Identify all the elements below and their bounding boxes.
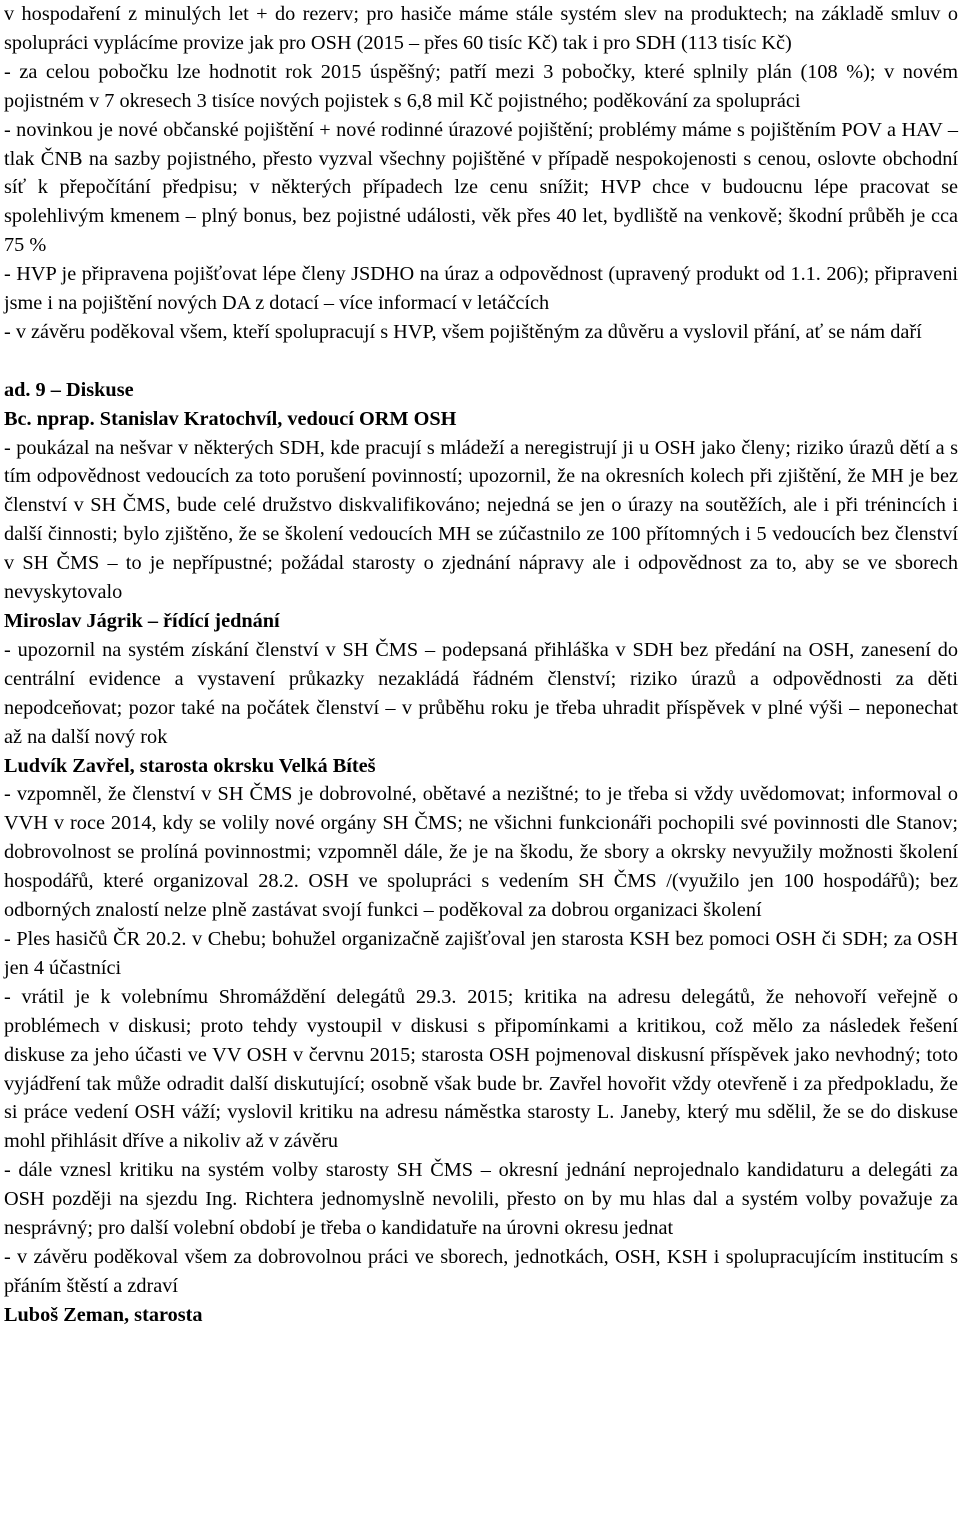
speaker-heading-zavrel: Ludvík Zavřel, starosta okrsku Velká Bíteš: [4, 754, 376, 777]
paragraph-hvp-new-insurance: - novinkou je nové občanské pojištění + nové rodinné úrazové pojištění; problémy máme s pojištěním POV a HAV – tlak ČNB na sazby pojistného, přesto vyzval všechny pojištěné v případě nespokojenosti s cenou, oslovte obchodní síť k přepočítání předpisu; v některých případech lze cenu snížit; HVP chce v budoucnu lépe pracovat se spolehlivým kmenem – plný bonus, bez pojistné události, věk přes 40 let, bydliště na venkově; škodní průběh je cca 75 %: [4, 118, 958, 257]
paragraph-zavrel-membership: - vzpomněl, že členství v SH ČMS je dobrovolné, obětavé a nezištné; to je třeba si vždy uvědomovat; informoval o VVH v roce 2014, kdy se volily nové orgány SH ČMS; ne všichni funkcionáři pochopili své povinnosti dle Stanov; dobrovolnost se prolíná povinnostmi; vzpomněl dále, že je na škodu, že sbory a okrsky nevyužily možnosti školení hospodářů, které organizoval 28.2. OSH ve spolupráci s vedením SH ČMS /(využilo jen 100 hospodářů); bez odborných znalostí nelze plně zastávat svojí funkci – poděkoval za dobrou organizaci školení: [4, 783, 958, 922]
paragraph-hvp-thanks: - v závěru poděkoval všem, kteří spolupracují s HVP, všem pojištěným za důvěru a vyslovil přání, ať se nám daří: [4, 320, 922, 343]
paragraph-hvp-commissions: v hospodaření z minulých let + do rezerv; pro hasiče máme stále systém slev na produktech; na základě smluv o spolupráci vyplácíme provize jak pro OSH (2015 – přes 60 tisíc Kč) tak i pro SDH (113 tisíc Kč): [4, 3, 958, 54]
blank-line: [4, 347, 958, 376]
speaker-heading-jagrik: Miroslav Jágrik – řídící jednání: [4, 610, 280, 633]
paragraph-zavrel-election: - dále vznesl kritiku na systém volby starosty SH ČMS – okresní jednání neprojednalo kandidaturu a delegáti za OSH později na sjezdu Ing. Richtera jednomyslně nevolili, přesto on by mu hlas dal a systém volby považuje za nesprávný; pro další volební období je třeba o kandidatuře na úrovni okresu jednat: [4, 1159, 958, 1240]
paragraph-zavrel-ball: - Ples hasičů ČR 20.2. v Chebu; bohužel organizačně zajišťoval jen starosta KSH bez pomoci OSH či SDH; za OSH jen 4 účastníci: [4, 927, 958, 979]
paragraph-jagrik-membership: - upozornil na systém získání členství v SH ČMS – podepsaná přihláška v SDH bez předání na OSH, zanesení do centrální evidence a vystavení průkazky nezakládá řádném členství; riziko úrazů a odpovědnosti za děti nepodceňovat; pozor také na počátek členství – v průběhu roku je třeba uhradit příspěvek v plné výši – neponechat až na další nový rok: [4, 638, 958, 748]
paragraph-zavrel-thanks: - v závěru poděkoval všem za dobrovolnou práci ve sborech, jednotkách, OSH, KSH i spolupracujícím institucím s přáním štěstí a zdraví: [4, 1245, 958, 1297]
section-heading-diskuse: ad. 9 – Diskuse: [4, 378, 134, 401]
paragraph-kratochvil-youth: - poukázal na nešvar v některých SDH, kde pracují s mládeží a neregistrují ji u OSH jako členy; riziko úrazů dětí a s tím odpovědnost vedoucích za toto porušení povinností; upozornil, že na okresních kolech při zjištění, že MH je bez členství v SH ČMS, bude celé družstvo diskvalifikováno; nejedná se jen o úrazy na soutěžích, ale i při trénincích i další činnosti; bylo zjištěno, že se školení vedoucích MH se zúčastnilo ze 100 přítomných i 5 vedoucích bez členství v SH ČMS – to je nepřípustné; požádal starosty o zjednání nápravy ale i odpovědnost za to, aby se ve sborech nevyskytovalo: [4, 436, 958, 604]
paragraph-zavrel-delegates: - vrátil je k volebnímu Shromáždění delegátů 29.3. 2015; kritika na adresu delegátů, že nehovoří veřejně o problémech v diskusi; proto tehdy vystoupil v diskusi s připomínkami a kritikou, což mělo za následek řešení diskuse za jeho účasti ve VV OSH v červnu 2015; starosta OSH pojmenoval diskusní příspěvek jako nevhodný; toto vyjádření tak může odradit další diskutující; osobně však bude br. Zavřel hovořit vždy otevřeně i za předpokladu, že si práce vedení OSH váží; vyslovil kritiku na adresu náměstka starosty L. Janeby, který mu sdělil, že se do diskuse mohl přihlásit dříve a nikoliv až v závěru: [4, 985, 958, 1153]
paragraph-hvp-jsdho-insurance: - HVP je připravena pojišťovat lépe členy JSDHO na úraz a odpovědnost (upravený produkt od 1.1. 206); připraveni jsme i na pojištění nových DA z dotací – více informací v letáčcích: [4, 263, 958, 315]
paragraph-hvp-year-results: - za celou pobočku lze hodnotit rok 2015 úspěšný; patří mezi 3 pobočky, které splnily plán (108 %); v novém pojistném v 7 okresech 3 tisíce nových pojistek s 6,8 mil Kč pojistného; poděkování za spolupráci: [4, 60, 958, 112]
speaker-heading-kratochvil: Bc. nprap. Stanislav Kratochvíl, vedoucí ORM OSH: [4, 407, 457, 430]
speaker-heading-zeman: Luboš Zeman, starosta: [4, 1303, 203, 1326]
document-page: [4, 0, 958, 1330]
